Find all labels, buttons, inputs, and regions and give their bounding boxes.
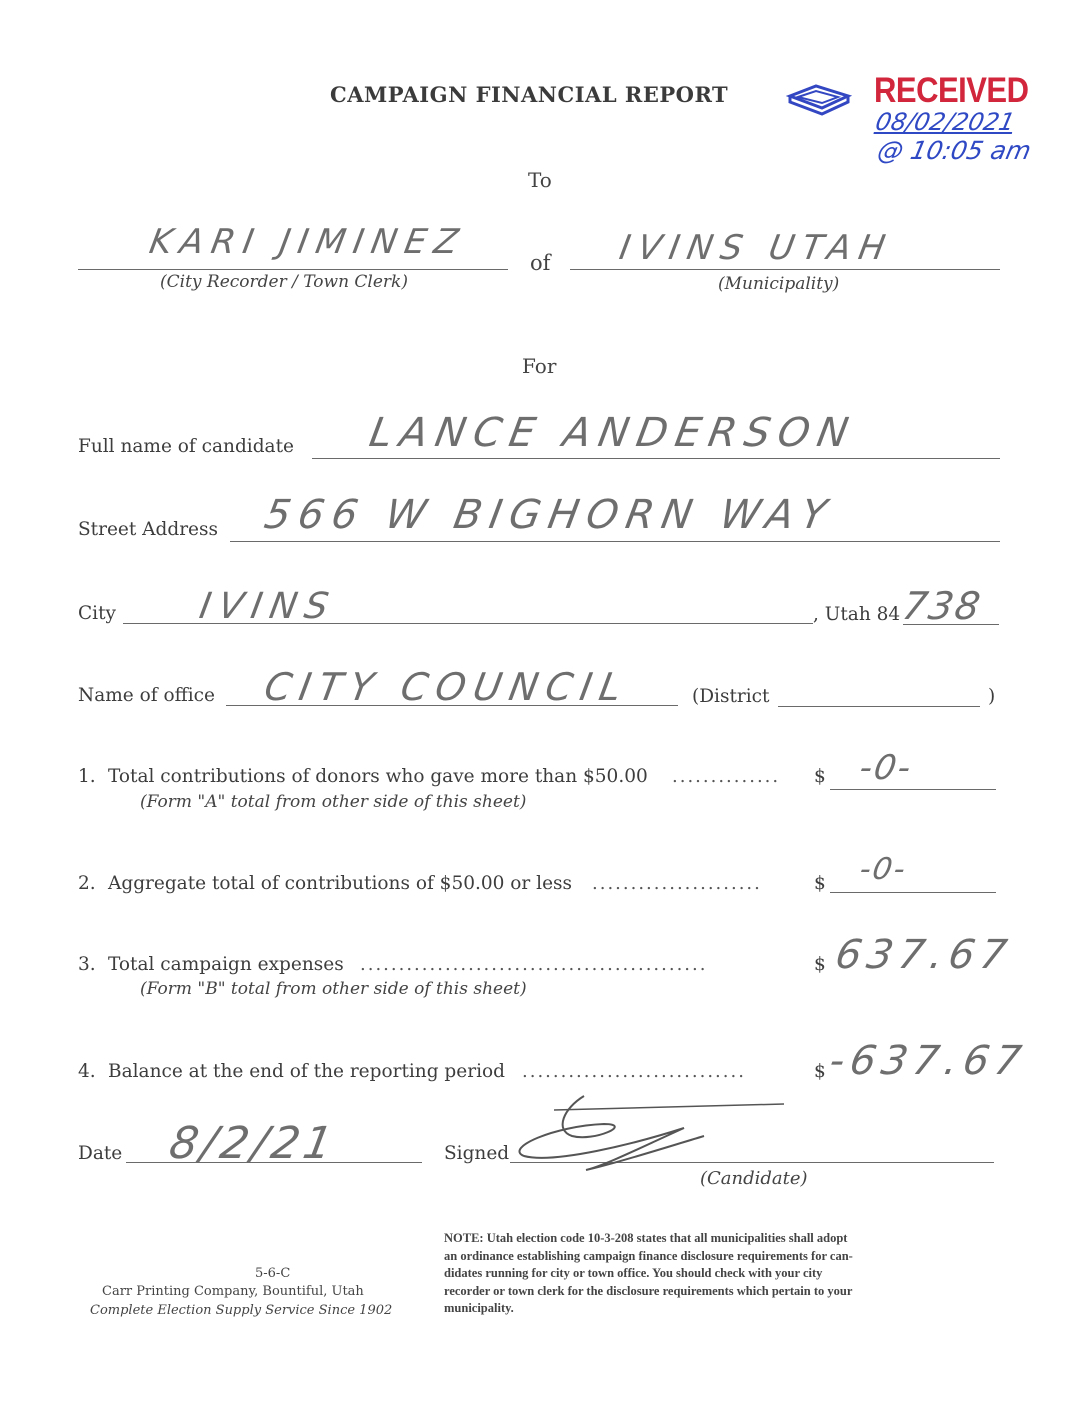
item-1-currency: $: [814, 766, 826, 787]
district-line: [778, 706, 980, 707]
printer-tagline: Complete Election Supply Service Since 1902: [90, 1303, 393, 1318]
form-title: CAMPAIGN FINANCIAL REPORT: [330, 82, 729, 107]
zip-suffix-value: 738: [899, 584, 986, 628]
municipality-line: [570, 269, 1000, 270]
item-4-label: Balance at the end of the reporting period: [108, 1061, 505, 1082]
signed-label: Signed: [444, 1143, 510, 1164]
note-line: recorder or town clerk for the disclosure requirements which pertain to your: [444, 1283, 853, 1298]
note-line: didates running for city or town office. You should check with your city: [444, 1266, 823, 1280]
item-4-number: 4.: [78, 1061, 96, 1082]
received-stamp: [874, 70, 1029, 111]
item-3-number: 3.: [78, 954, 96, 975]
street-address-label: Street Address: [78, 519, 218, 540]
recorder-value: KARI JIMINEZ: [146, 222, 470, 262]
stamp-received-text: RECEIVED: [874, 70, 1029, 111]
inbox-tray-icon: [786, 82, 852, 116]
municipality-value: IVINS UTAH: [616, 228, 897, 268]
item-2-label: Aggregate total of contributions of $50.00 or less: [108, 873, 573, 894]
stamp-time: @ 10:05 am: [874, 136, 1034, 165]
city-label: City: [78, 603, 116, 624]
disclosure-note: [444, 1230, 1004, 1318]
recorder-line: [78, 269, 508, 270]
item-3-label: Total campaign expenses: [108, 954, 344, 975]
item-4-leader-dots: .............................: [522, 1061, 746, 1082]
city-value: IVINS: [196, 586, 340, 627]
item-2-currency: $: [814, 873, 826, 894]
district-close: ): [988, 686, 996, 707]
date-value: 8/2/21: [165, 1118, 341, 1169]
item-2-line: [830, 892, 996, 893]
candidate-name-value: LANCE ANDERSON: [365, 410, 860, 456]
note-line: an ordinance establishing campaign finance disclosure requirements for can-: [444, 1248, 853, 1263]
form-code: 5-6-C: [255, 1266, 291, 1281]
item-1-leader-dots: ..............: [672, 766, 781, 787]
candidate-name-label: Full name of candidate: [78, 436, 294, 457]
street-address-value: 566 W BIGHORN WAY: [260, 492, 838, 538]
note-line: municipality.: [444, 1301, 514, 1315]
for-label: For: [522, 354, 557, 378]
utah-zip-prefix: , Utah 84: [813, 604, 901, 625]
to-label: To: [528, 168, 552, 192]
of-label: of: [530, 251, 551, 275]
candidate-name-line: [312, 458, 1000, 459]
municipality-caption: (Municipality): [718, 274, 840, 294]
item-3-currency: $: [814, 954, 826, 975]
street-address-line: [230, 541, 1000, 542]
stamp-date: 08/02/2021: [873, 108, 1018, 136]
item-1-label: Total contributions of donors who gave more than $50.00: [108, 766, 648, 787]
recorder-caption: (City Recorder / Town Clerk): [160, 272, 408, 292]
date-label: Date: [78, 1143, 123, 1164]
item-3-value: 637.67: [831, 932, 1017, 978]
item-3-leader-dots: .............................................: [360, 954, 708, 975]
printer-name: Carr Printing Company, Bountiful, Utah: [102, 1284, 364, 1299]
item-2-value: -0-: [856, 852, 910, 887]
office-label: Name of office: [78, 685, 215, 706]
item-1-subtext: (Form "A" total from other side of this sheet): [140, 792, 527, 812]
item-1-number: 1.: [78, 766, 96, 787]
item-2-leader-dots: ......................: [592, 873, 762, 894]
item-2-number: 2.: [78, 873, 96, 894]
note-line: NOTE: Utah election code 10-3-208 states that all municipalities shall adopt: [444, 1231, 848, 1245]
candidate-caption: (Candidate): [700, 1168, 808, 1189]
item-1-value: -0-: [856, 748, 916, 788]
item-4-currency: $: [814, 1061, 826, 1082]
item-1-line: [830, 789, 996, 790]
item-3-subtext: (Form "B" total from other side of this sheet): [140, 979, 527, 999]
district-label: (District: [692, 686, 770, 707]
office-value: CITY COUNCIL: [261, 665, 633, 709]
item-4-value: -637.67: [825, 1038, 1031, 1084]
